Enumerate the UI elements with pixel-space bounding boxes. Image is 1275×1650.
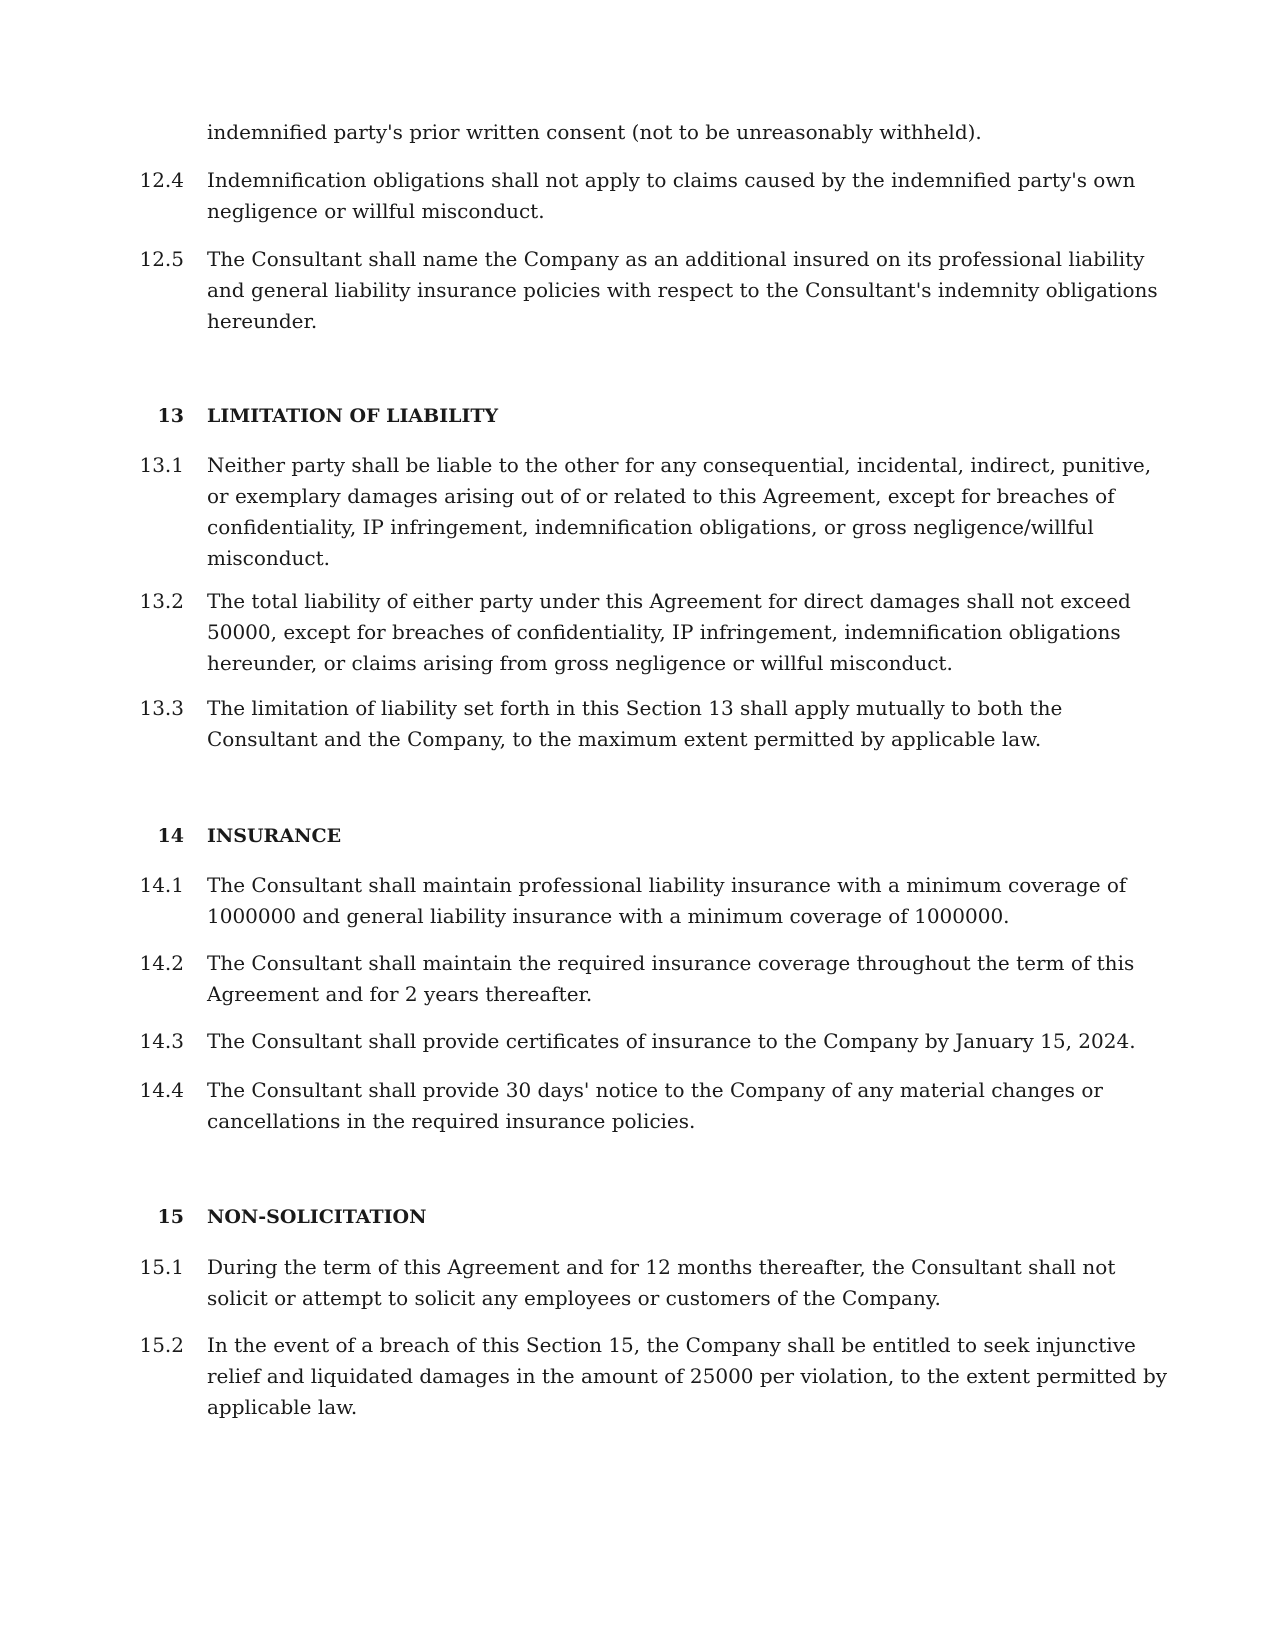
clause-text: The Consultant shall provide certificates of insurance to the Company by January 15, 2024.: [207, 1029, 1136, 1053]
section-title: NON-SOLICITATION: [207, 1206, 427, 1228]
clause-text: During the term of this Agreement and for 12 months thereafter, the Consultant shall not solicit or attempt to solicit any employees or customers of the Company.: [207, 1255, 1116, 1310]
clause-text: The total liability of either party under this Agreement for direct damages shall not exceed 50000, except for breaches of confidentiality, IP infringement, indemnification obligations hereunder, or claims arising from gross negligence or willful misconduct.: [207, 589, 1131, 675]
section-number: 14: [157, 825, 184, 847]
clause-text: The Consultant shall provide 30 days' notice to the Company of any material changes or cancellations in the required insurance policies.: [207, 1078, 1103, 1133]
clause-number: 13.2: [139, 589, 184, 613]
clause-text: The limitation of liability set forth in this Section 13 shall apply mutually to both the Consultant and the Company, to the maximum extent permitted by applicable law.: [207, 696, 1063, 751]
clause-number: 15.2: [139, 1333, 184, 1357]
clause-number: 14.2: [139, 951, 184, 975]
clause-text: Indemnification obligations shall not apply to claims caused by the indemnified party's own negligence or willful misconduct.: [207, 168, 1136, 223]
clause-number: 14.3: [139, 1029, 184, 1053]
clause-text: Neither party shall be liable to the other for any consequential, incidental, indirect, punitive, or exemplary damages arising out of or related to this Agreement, except for breaches of confidentiality, IP infringement, indemnification obligations, or gross negligence/willful misconduct.: [207, 453, 1152, 570]
section-title: INSURANCE: [207, 825, 342, 847]
section-number: 13: [157, 405, 184, 427]
clause-number: 13.3: [139, 696, 184, 720]
clause-number: 13.1: [139, 453, 184, 477]
section-number: 15: [157, 1206, 184, 1228]
section-title: LIMITATION OF LIABILITY: [207, 405, 499, 427]
clause-number: 12.4: [139, 168, 184, 192]
clause-number: 14.4: [139, 1078, 184, 1102]
clause-text: The Consultant shall maintain the required insurance coverage throughout the term of this Agreement and for 2 years thereafter.: [207, 951, 1135, 1006]
clause-number: 12.5: [139, 247, 184, 271]
clause-number: 15.1: [139, 1255, 184, 1279]
clause-text: The Consultant shall name the Company as an additional insured on its professional liability and general liability insurance policies with respect to the Consultant's indemnity obligations hereunder.: [207, 247, 1158, 333]
clause-text: indemnified party's prior written consent (not to be unreasonably withheld).: [207, 120, 982, 144]
clause-number: 14.1: [139, 873, 184, 897]
clause-text: The Consultant shall maintain professional liability insurance with a minimum coverage of 1000000 and general liability insurance with a minimum coverage of 1000000.: [207, 873, 1127, 928]
clause-text: In the event of a breach of this Section 15, the Company shall be entitled to seek injunctive relief and liquidated damages in the amount of 25000 per violation, to the extent permitted by applicable law.: [207, 1333, 1168, 1419]
